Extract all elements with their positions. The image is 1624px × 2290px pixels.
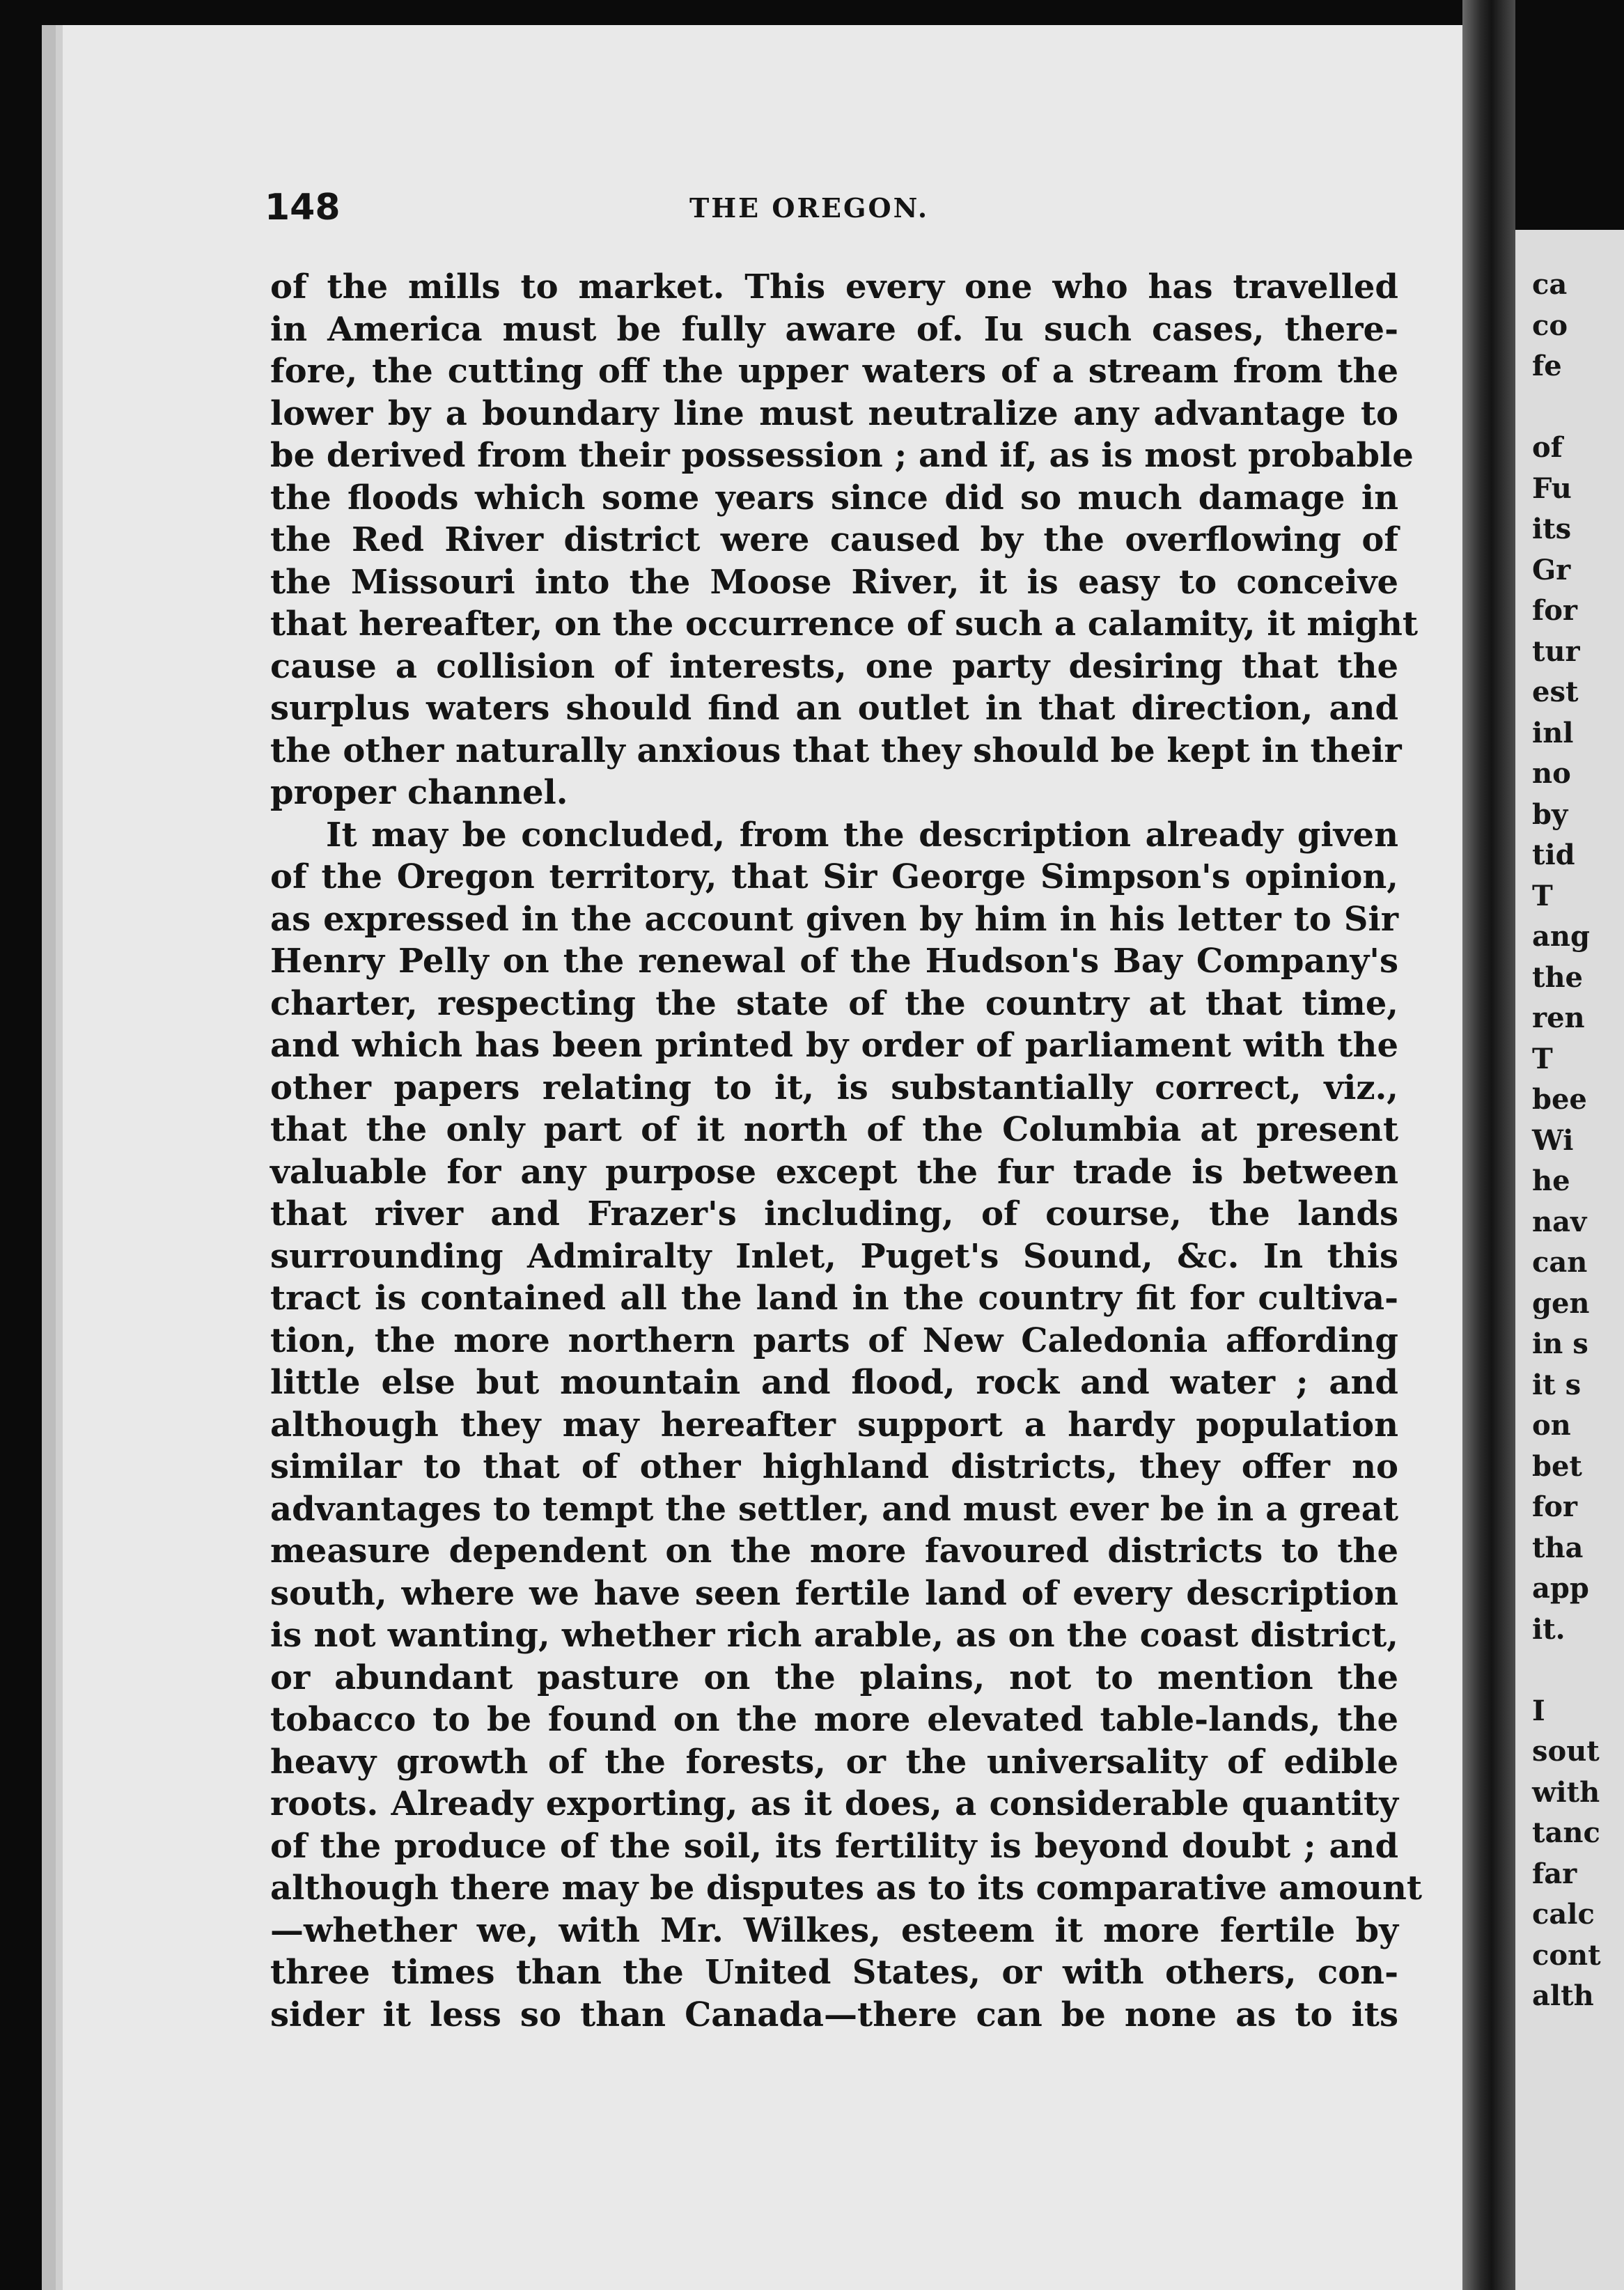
text-line: surplus waters should find an outlet in that direction, and bbox=[270, 689, 1398, 728]
text-line: that the only part of it north of the Columbia at present bbox=[270, 1110, 1398, 1149]
text-line: although there may be disputes as to its comparative amount bbox=[270, 1869, 1423, 1908]
facing-text-fragment: I bbox=[1532, 1694, 1545, 1727]
facing-text-fragment: alth bbox=[1532, 1979, 1594, 2012]
text-line: lower by a boundary line must neutralize any advantage to bbox=[270, 394, 1398, 433]
facing-text-fragment: est bbox=[1532, 676, 1579, 708]
facing-text-fragment: T bbox=[1532, 1042, 1553, 1075]
facing-text-fragment bbox=[1532, 1650, 1601, 1691]
text-line: and which has been printed by order of parliament with the bbox=[270, 1026, 1398, 1065]
text-line: heavy growth of the forests, or the universality of edible bbox=[270, 1742, 1398, 1782]
facing-text-fragment: ang bbox=[1532, 920, 1590, 953]
facing-text-fragment: far bbox=[1532, 1857, 1577, 1890]
text-line: measure dependent on the more favoured districts to the bbox=[270, 1532, 1398, 1571]
text-line: south, where we have seen fertile land of every description bbox=[270, 1573, 1398, 1613]
facing-text-fragment: app bbox=[1532, 1572, 1589, 1605]
text-line: that hereafter, on the occurrence of such a calamity, it might bbox=[270, 605, 1419, 644]
text-line: three times than the United States, or with others, con- bbox=[270, 1953, 1398, 1992]
facing-text-fragment: it. bbox=[1532, 1612, 1566, 1646]
page-edge-shadow bbox=[42, 25, 56, 2290]
page-header bbox=[265, 187, 1407, 242]
text-line: as expressed in the account given by him in his letter to Sir bbox=[270, 899, 1398, 939]
text-line: sider it less so than Canada—there can be none as to its bbox=[270, 1995, 1398, 2034]
text-line: It may be concluded, from the description already given bbox=[326, 815, 1398, 855]
text-line: the other naturally anxious that they should be kept in their bbox=[270, 731, 1402, 770]
facing-text-fragment: it s bbox=[1532, 1368, 1582, 1401]
facing-text-fragment: nav bbox=[1532, 1205, 1587, 1238]
facing-text-fragment: of bbox=[1532, 431, 1563, 464]
facing-text-fragment: calc bbox=[1532, 1898, 1595, 1931]
text-line: in America must be fully aware of. Iu such cases, there- bbox=[270, 309, 1398, 349]
text-line: of the mills to market. This every one who has travelled bbox=[270, 267, 1398, 306]
text-line: that river and Frazer's including, of course, the lands bbox=[270, 1194, 1398, 1233]
facing-text-fragment: on bbox=[1532, 1409, 1571, 1442]
text-line: —whether we, with Mr. Wilkes, esteem it more fertile by bbox=[270, 1910, 1398, 1950]
text-line: be derived from their possession ; and if, as is most probable bbox=[270, 436, 1414, 475]
text-line: roots. Already exporting, as it does, a considerable quantity bbox=[270, 1784, 1398, 1823]
facing-text-fragment: cont bbox=[1532, 1938, 1601, 1972]
facing-text-fragment: T bbox=[1532, 879, 1553, 912]
text-line: of the produce of the soil, its fertility is beyond doubt ; and bbox=[270, 1826, 1398, 1866]
text-line: although they may hereafter support a hardy population bbox=[270, 1405, 1398, 1444]
text-line: surrounding Admiralty Inlet, Puget's Sound, &c. In this bbox=[270, 1236, 1398, 1276]
facing-text-fragment: by bbox=[1532, 797, 1568, 831]
body-text bbox=[270, 266, 1423, 2036]
facing-text-fragment: tur bbox=[1532, 634, 1580, 668]
facing-text-fragment: for bbox=[1532, 594, 1577, 627]
facing-text-fragment: sout bbox=[1532, 1735, 1600, 1768]
text-line: other papers relating to it, is substantially correct, viz., bbox=[270, 1068, 1398, 1107]
facing-text-fragment: can bbox=[1532, 1246, 1588, 1279]
text-line: the Red River district were caused by the overflowing of bbox=[270, 520, 1398, 559]
text-line: fore, the cutting off the upper waters of a stream from the bbox=[270, 352, 1398, 391]
text-line: proper channel. bbox=[270, 773, 568, 812]
text-line: Henry Pelly on the renewal of the Hudson's Bay Company's bbox=[270, 942, 1398, 981]
facing-text-fragment: tha bbox=[1532, 1531, 1584, 1564]
facing-text-fragment bbox=[1532, 387, 1601, 428]
facing-text-fragment: the bbox=[1532, 960, 1584, 994]
facing-text-fragment: Wi bbox=[1532, 1123, 1574, 1157]
facing-text-fragment: tid bbox=[1532, 839, 1575, 871]
facing-text-fragment: he bbox=[1532, 1165, 1570, 1197]
text-line: tion, the more northern parts of New Caledonia affording bbox=[270, 1321, 1398, 1360]
facing-text-fragment: inl bbox=[1532, 716, 1574, 749]
text-line: valuable for any purpose except the fur trade is between bbox=[270, 1152, 1398, 1192]
facing-text-fragment: no bbox=[1532, 757, 1571, 790]
text-line: the floods which some years since did so much damage in bbox=[270, 478, 1398, 517]
text-line: advantages to tempt the settler, and must ever be in a great bbox=[270, 1489, 1398, 1529]
text-line: cause a collision of interests, one party desiring that the bbox=[270, 646, 1398, 686]
facing-text-fragment: gen bbox=[1532, 1286, 1590, 1320]
text-line: is not wanting, whether rich arable, as on the coast district, bbox=[270, 1616, 1398, 1655]
text-line: charter, respecting the state of the country at that time, bbox=[270, 983, 1398, 1023]
text-line: similar to that of other highland districts, they offer no bbox=[270, 1447, 1398, 1486]
facing-text-fragment: Gr bbox=[1532, 553, 1571, 586]
facing-text-fragment: Fu bbox=[1532, 472, 1572, 505]
facing-text-fragment: tanc bbox=[1532, 1816, 1600, 1849]
text-line: little else but mountain and flood, rock and water ; and bbox=[270, 1363, 1398, 1402]
facing-text-fragment: bet bbox=[1532, 1449, 1582, 1483]
facing-text-fragment: ca bbox=[1532, 268, 1568, 301]
facing-text-fragment: fe bbox=[1532, 350, 1562, 382]
facing-page bbox=[1515, 230, 1624, 2290]
page-number: 148 bbox=[265, 187, 341, 228]
book-gutter bbox=[1462, 0, 1515, 2290]
facing-text-fragment: in s bbox=[1532, 1327, 1588, 1360]
facing-text-fragment: for bbox=[1532, 1490, 1577, 1523]
text-line: of the Oregon territory, that Sir George Simpson's opinion, bbox=[270, 857, 1398, 896]
facing-text-fragment: ren bbox=[1532, 1002, 1585, 1034]
text-line: tract is contained all the land in the country fit for cultiva- bbox=[270, 1279, 1398, 1318]
facing-text-fragment: with bbox=[1532, 1775, 1600, 1809]
facing-text-fragment: its bbox=[1532, 513, 1572, 545]
text-line: tobacco to be found on the more elevated table-lands, the bbox=[270, 1700, 1398, 1739]
facing-text-fragment: co bbox=[1532, 309, 1568, 342]
facing-text-fragment: bee bbox=[1532, 1083, 1587, 1116]
text-line: the Missouri into the Moose River, it is easy to conceive bbox=[270, 562, 1398, 602]
facing-page-text bbox=[1532, 265, 1601, 2017]
running-head: THE OREGON. bbox=[689, 192, 930, 224]
text-line: or abundant pasture on the plains, not to mention the bbox=[270, 1658, 1398, 1697]
